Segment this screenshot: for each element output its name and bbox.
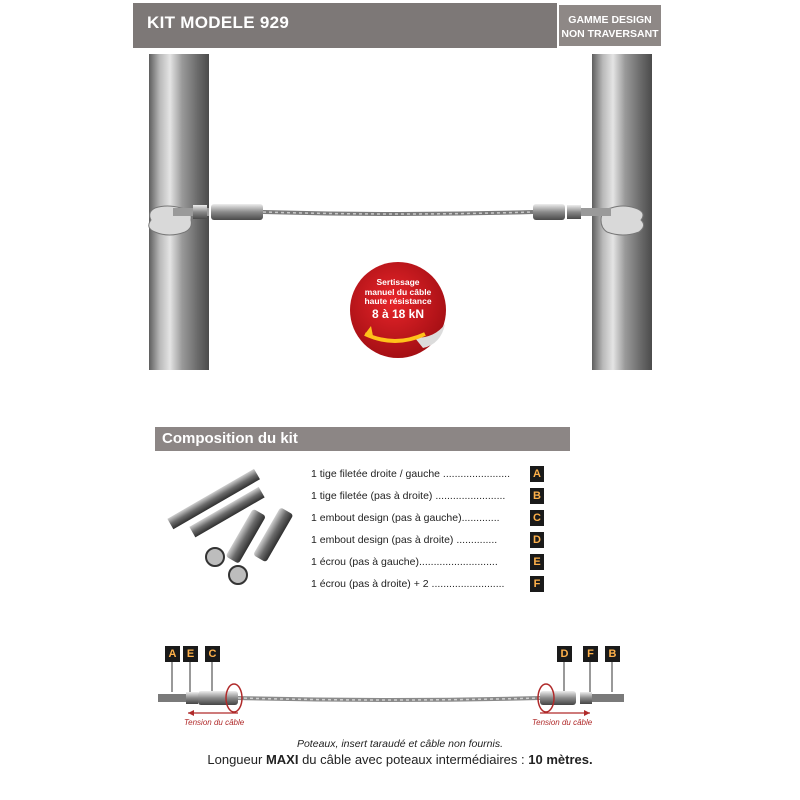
kit-item: 1 tige filetée (pas à droite) ........................ [311, 490, 506, 502]
right-end-fitting [533, 204, 565, 220]
nut-e [206, 548, 224, 566]
kit-item: 1 embout design (pas à droite) .............. [311, 534, 498, 546]
length-bold: MAXI [265, 752, 299, 767]
kit-item: 1 écrou (pas à droite) + 2 ......................... [311, 578, 505, 590]
kit-parts-illustration [160, 460, 310, 590]
kit-item-label: A [530, 466, 544, 482]
length-middle: du câble avec poteaux intermédiaires : [298, 752, 529, 767]
kit-item-label: E [530, 554, 544, 570]
composition-title: Composition du kit [162, 430, 298, 447]
left-nut [193, 205, 207, 219]
sticker-line-4: 8 à 18 kN [371, 306, 425, 321]
range-line-1: GAMME DESIGN [568, 14, 652, 26]
diagram-right-fitting [540, 691, 576, 705]
length-value: 10 mètres. [528, 752, 593, 767]
diagram-right-nut [580, 692, 592, 704]
product-photo [133, 48, 658, 370]
diagram-left-nut [186, 692, 198, 704]
nut-f [229, 566, 247, 584]
right-threaded-rod [581, 208, 611, 216]
kit-item-label: D [530, 532, 544, 548]
tension-label-right: Tension du câble [532, 718, 593, 727]
diagram-label-right: F [583, 646, 598, 662]
range-line-2: NON TRAVERSANT [561, 28, 659, 40]
diagram-label-left: E [183, 646, 198, 662]
kit-item-label: C [530, 510, 544, 526]
kit-item: 1 écrou (pas à gauche)........................... [311, 556, 498, 568]
kit-item-label: B [530, 488, 544, 504]
diagram-label-left: A [165, 646, 180, 662]
page-title: KIT MODELE 929 [147, 13, 290, 32]
kit-item: 1 embout design (pas à gauche)............. [311, 512, 500, 524]
tension-label-left: Tension du câble [184, 718, 245, 727]
length-prefix: Longueur [207, 752, 266, 767]
sticker-line-2: manuel du câble [364, 286, 432, 297]
sticker-line-1: Sertissage [376, 278, 420, 287]
not-supplied-note: Poteaux, insert taraudé et câble non fournis. [296, 738, 504, 750]
diagram-left-fitting [198, 691, 238, 705]
kit-item-label: F [530, 576, 544, 592]
diagram-label-right: B [605, 646, 620, 662]
diagram-label-right: D [557, 646, 572, 662]
diagram-right-rod [592, 694, 624, 702]
kit-item: 1 tige filetée droite / gauche ....................... [311, 468, 511, 480]
range-badge [557, 3, 663, 48]
diagram-label-left: C [205, 646, 220, 662]
sticker-line-3: haute résistance [364, 296, 432, 306]
right-nut [567, 205, 581, 219]
left-end-fitting [211, 204, 263, 220]
max-length-note [0, 752, 800, 767]
